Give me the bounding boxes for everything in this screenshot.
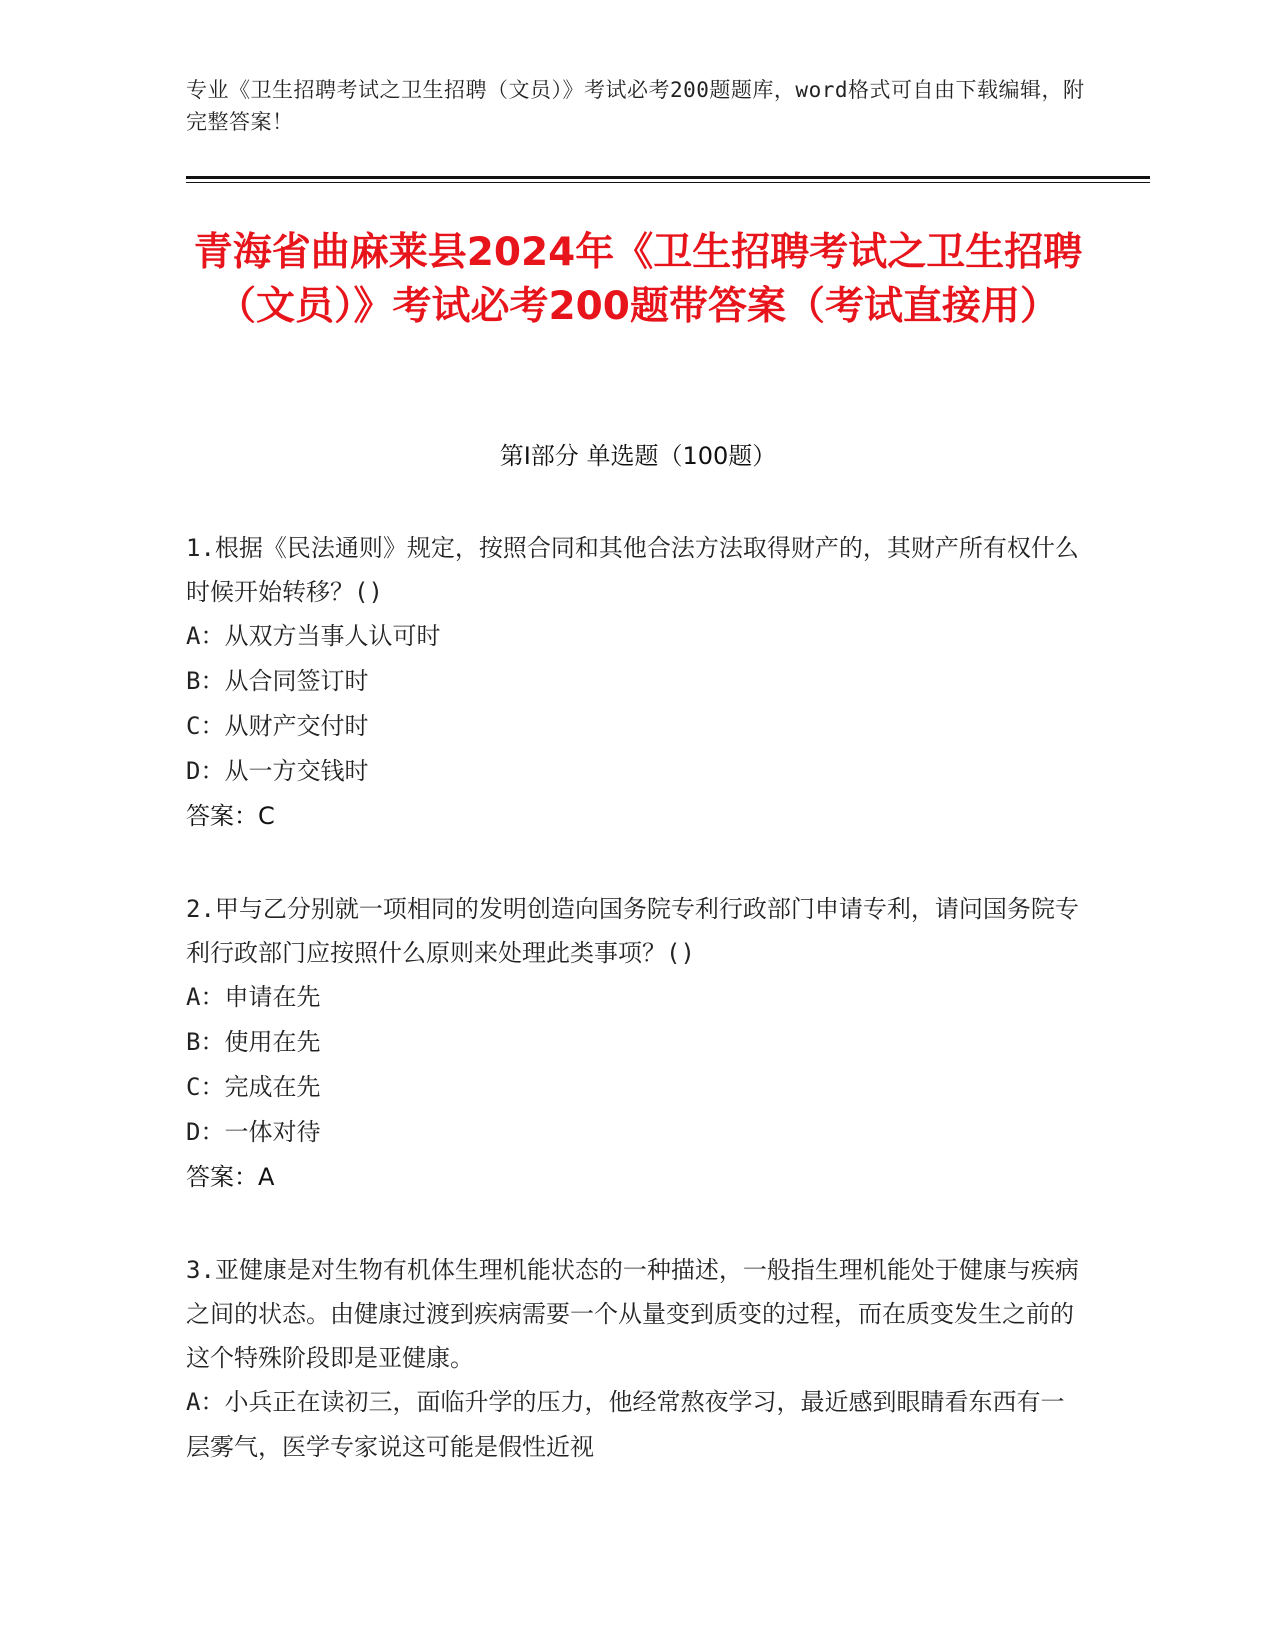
option-a: A：从双方当事人认可时 xyxy=(186,622,441,650)
question-list xyxy=(186,526,1086,1518)
option-a: A：小兵正在读初三，面临升学的压力，他经常熬夜学习，最近感到眼睛看东西有一层雾气，医学专家说这可能是假性近视 xyxy=(186,1388,1065,1461)
header-rule-thin xyxy=(186,182,1150,183)
question-stem: 2.甲与乙分别就一项相同的发明创造向国务院专利行政部门申请专利，请问国务院专利行政部门应按照什么原则来处理此类事项？() xyxy=(186,895,1079,967)
option-c: C：从财产交付时 xyxy=(186,712,369,740)
question-stem: 1.根据《民法通则》规定，按照合同和其他合法方法取得财产的，其财产所有权什么时候开始转移？() xyxy=(186,534,1079,606)
section-heading: 第Ⅰ部分 单选题（100题） xyxy=(499,442,777,470)
question-1 xyxy=(186,526,1086,839)
option-d: D：一体对待 xyxy=(186,1118,321,1146)
question-stem: 3.亚健康是对生物有机体生理机能状态的一种描述，一般指生理机能处于健康与疾病之间的状态。由健康过渡到疾病需要一个从量变到质变的过程，而在质变发生之前的这个特殊阶段即是亚健康。 xyxy=(186,1256,1079,1372)
header-intro: 专业《卫生招聘考试之卫生招聘（文员）》考试必考200题题库，word格式可自由下载编辑，附完整答案！ xyxy=(186,78,1085,134)
option-a: A：申请在先 xyxy=(186,983,321,1011)
header-rule-thick xyxy=(186,176,1150,179)
question-2 xyxy=(186,887,1086,1200)
option-d: D：从一方交钱时 xyxy=(186,757,369,785)
document-title: 青海省曲麻莱县2024年《卫生招聘考试之卫生招聘（文员）》考试必考200题带答案（考试直接用） xyxy=(193,230,1083,329)
option-b: B：使用在先 xyxy=(186,1028,321,1056)
option-b: B：从合同签订时 xyxy=(186,667,369,695)
question-3 xyxy=(186,1248,1086,1470)
answer: 答案：A xyxy=(186,1163,275,1191)
answer: 答案：C xyxy=(186,802,275,830)
option-c: C：完成在先 xyxy=(186,1073,321,1101)
